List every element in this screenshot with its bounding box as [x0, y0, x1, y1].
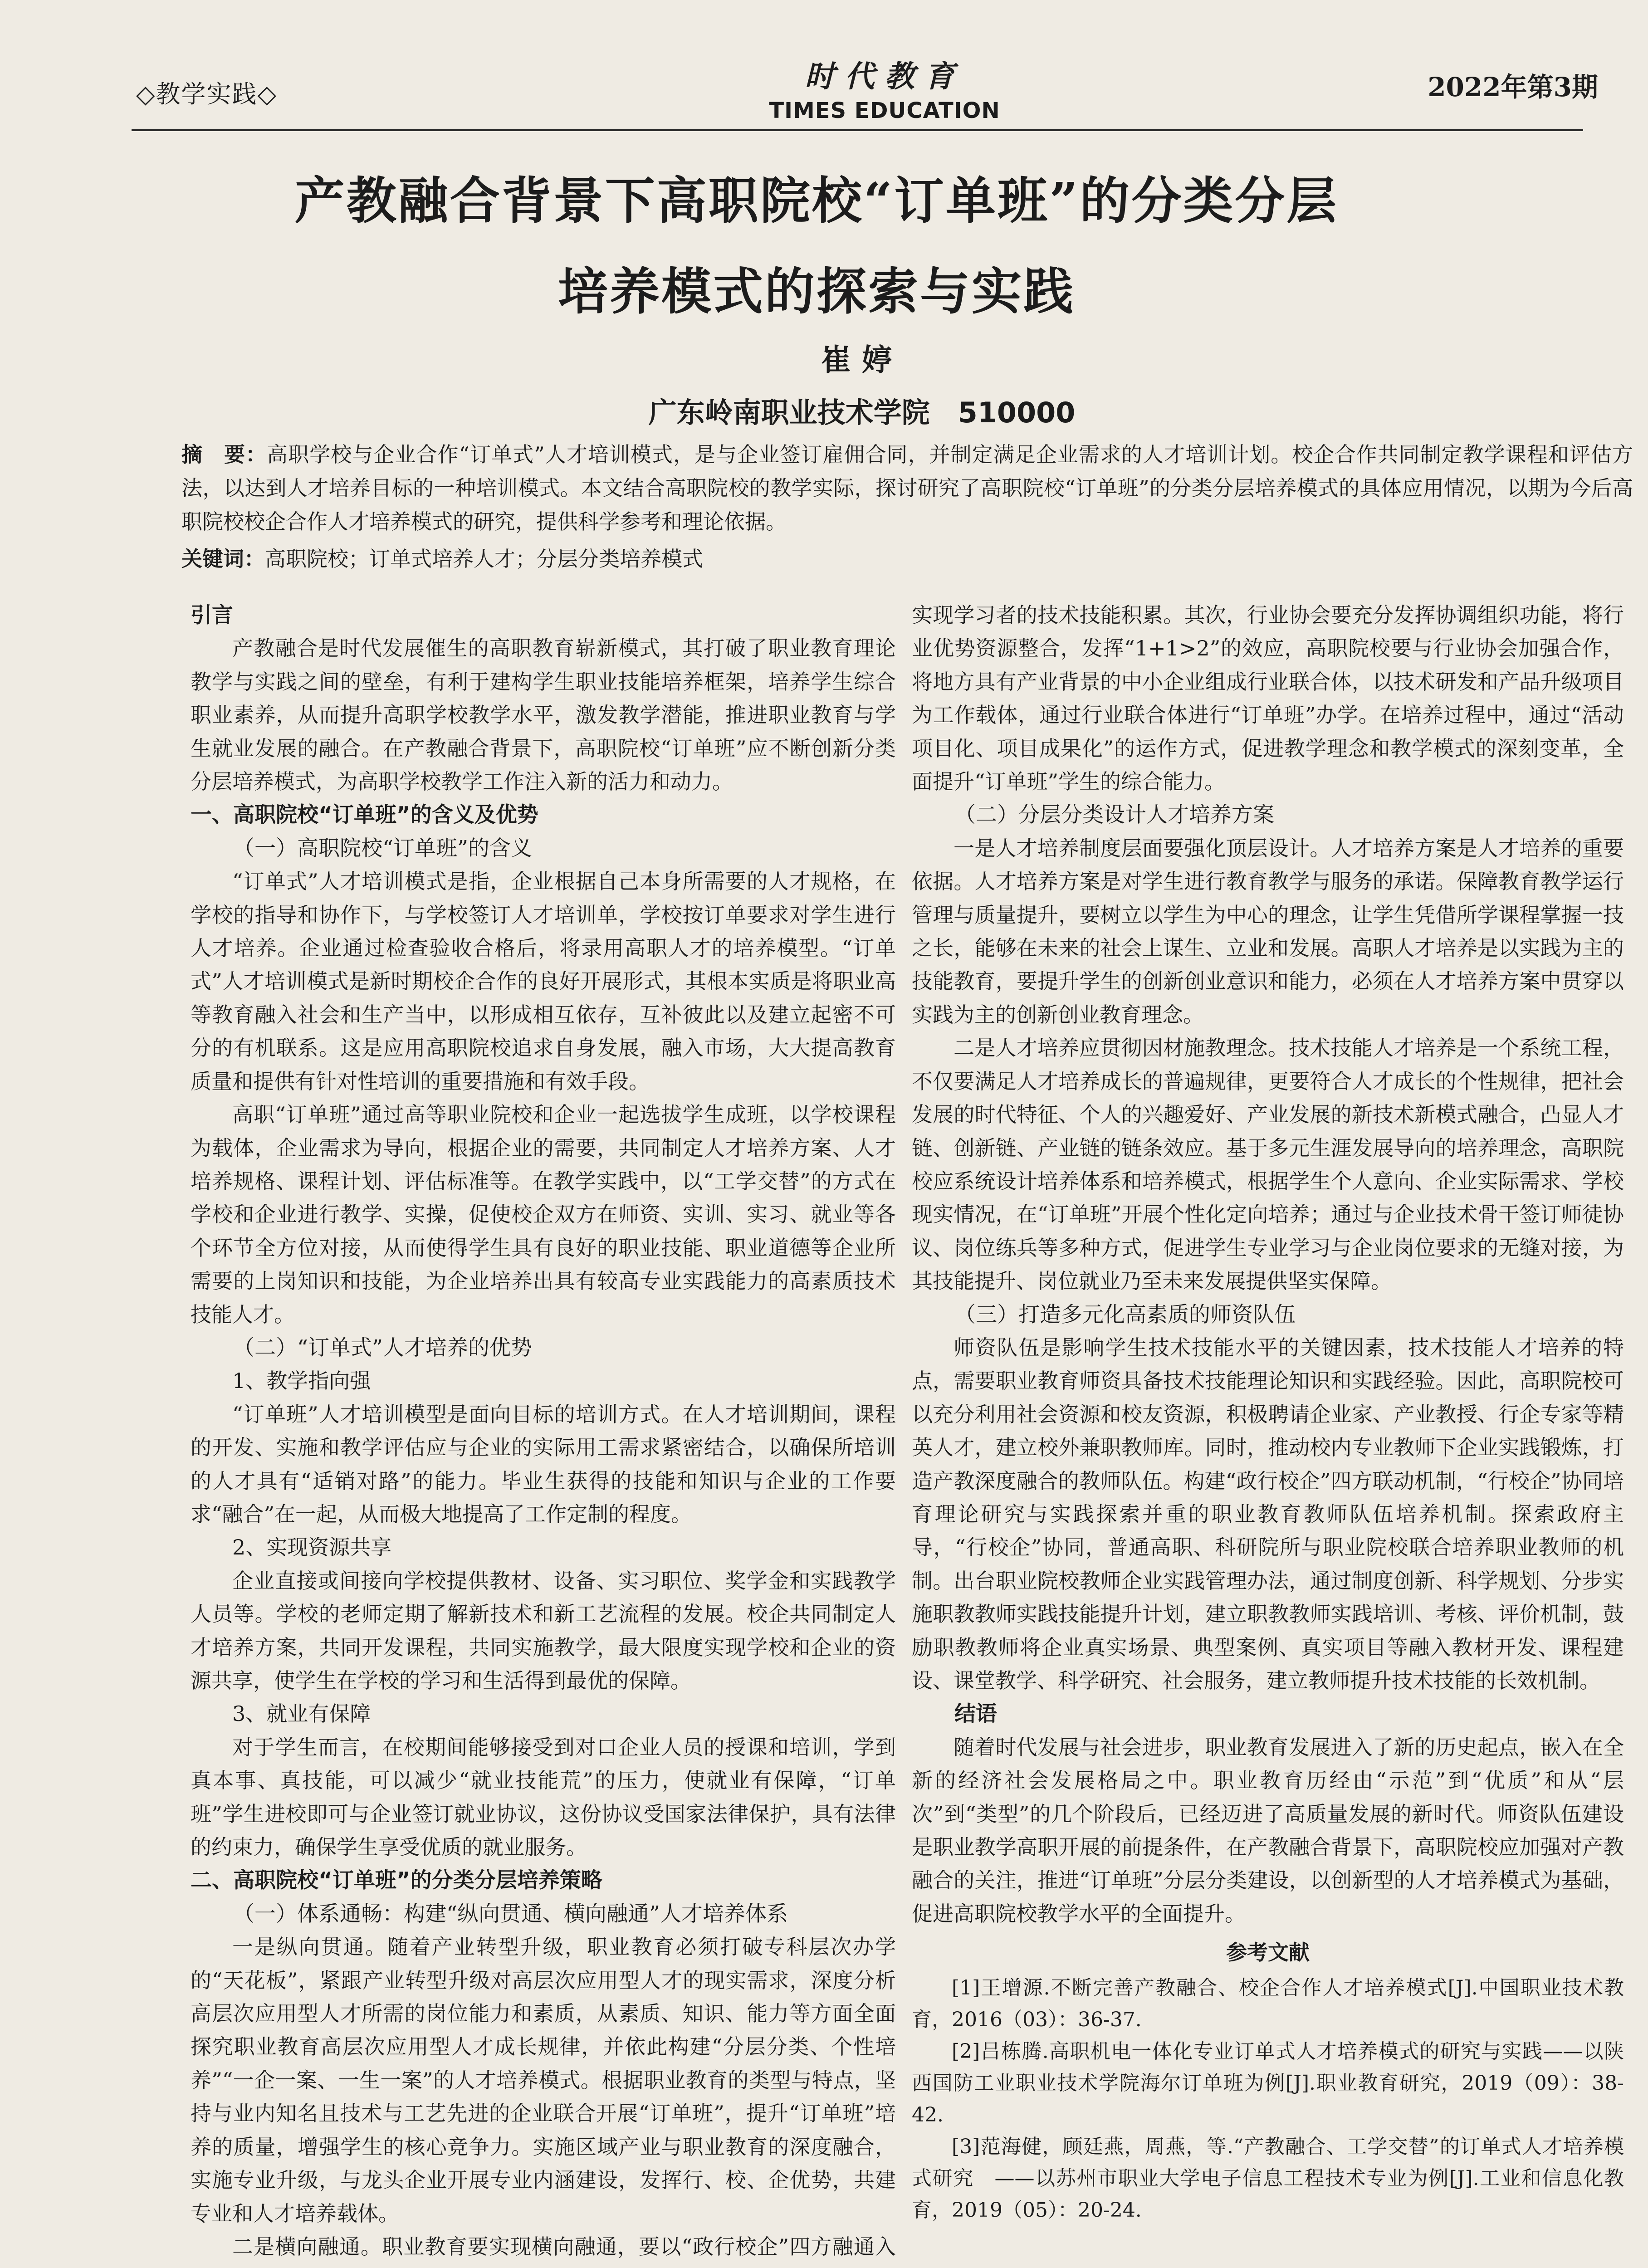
- subsection-heading: （一）体系通畅：构建“纵向贯通、横向融通”人才培养体系: [233, 1901, 788, 1926]
- author-name: 崔婷: [821, 342, 903, 377]
- right-column: [912, 599, 1624, 2226]
- paragraph: 一是纵向贯通。随着产业转型升级，职业教育必须打破专科层次办学的“天花板”，紧跟产业转型升级对高层次应用型人才的现实需求，深度分析高层次应用型人才所需的岗位能力和素质，从素质、知识、能力等方面全面探究职业教育高层次应用型人才成长规律，并依此构建“分层分类、个性培养”“一企一案、一生一案”的人才培养模式。根据职业教育的类型与特点，坚持与业内知名且技术与工艺先进的企业联合开展“订单班”，提升“订单班”培养的质量，增强学生的核心竞争力。实施区域产业与职业教育的深度融合，实施专业升级，与龙头企业开展专业内涵建设，发挥行、校、企优势，共建专业和人才培养载体。: [191, 1935, 896, 2226]
- item-heading: 2、实现资源共享: [232, 1535, 392, 1560]
- paragraph: 二是人才培养应贯彻因材施教理念。技术技能人才培养是一个系统工程，不仅要满足人才培养成长的普遍规律，更要符合人才成长的个性规律，把社会发展的时代特征、个人的兴趣爱好、产业发展的新技术新模式融合，凸显人才链、创新链、产业链的链条效应。基于多元生涯发展导向的培养理念，高职院校应系统设计培养体系和培养模式，根据学生个人意向、企业实际需求、学校现实情况，在“订单班”开展个性化定向培养；通过与企业技术骨干签订师徒协议、岗位练兵等多种方式，促进学生专业学习与企业岗位要求的无缝对接，为其技能提升、岗位就业乃至未来发展提供坚实保障。: [912, 1036, 1624, 1294]
- issue-label: 2022年第3期: [1428, 72, 1598, 103]
- journal-masthead: [726, 52, 1043, 123]
- article-title-line2: 培养模式的探索与实践: [558, 262, 1075, 321]
- item-heading: 1、教学指向强: [232, 1369, 371, 1393]
- paragraph: 高职“订单班”通过高等职业院校和企业一起选拔学生成班，以学校课程为载体，企业需求为导向，根据企业的需要，共同制定人才培养方案、人才培养规格、课程计划、评估标准等。在教学实践中，以“工学交替”的方式在学校和企业进行教学、实操，促使校企双方在师资、实训、实习、就业等各个环节全方位对接，从而使得学生具有良好的职业技能、职业道德等企业所需要的上岗知识和技能，为企业培养出具有较高专业实践能力的高素质技术技能人才。: [191, 1102, 896, 1327]
- left-column: [191, 599, 896, 2268]
- paragraph: 师资队伍是影响学生技术技能水平的关键因素，技术技能人才培养的特点，需要职业教育师资具备技术技能理论知识和实践经验。因此，高职院校可以充分利用社会资源和校友资源，积极聘请企业家、产业教授、行企专家等精英人才，建立校外兼职教师库。同时，推动校内专业教师下企业实践锻炼，打造产教深度融合的教师队伍。构建“政行校企”四方联动机制，“行校企”协同培育理论研究与实践探索并重的职业教育教师队伍培养机制。探索政府主导，“行校企”协同，普通高职、科研院所与职业院校联合培养职业教师的机制。出台职业院校教师企业实践管理办法，通过制度创新、科学规划、分步实施职教教师实践技能提升计划，建立职教教师实践培训、考核、评价机制，鼓励职教教师将企业真实场景、典型案例、真实项目等融入教材开发、课程建设、课堂教学、科学研究、社会服务，建立教师提升技术技能的长效机制。: [912, 1335, 1624, 1693]
- item-heading: 3、就业有保障: [232, 1701, 371, 1726]
- paragraph: 企业直接或间接向学校提供教材、设备、实习职位、奖学金和实践教学人员等。学校的老师定期了解新技术和新工艺流程的发展。校企共同制定人才培养方案，共同开发课程，共同实施教学，最大限度实现学校和企业的资源共享，使学生在学校的学习和生活得到最优的保障。: [191, 1568, 896, 1693]
- abstract-text: 高职学校与企业合作“订单式”人才培训模式，是与企业签订雇佣合同，并制定满足企业需求的人才培训计划。校企合作共同制定教学课程和评估方法，以达到人才培养目标的一种培训模式。本文结合高职院校的教学实际，探讨研究了高职院校“订单班”的分类分层培养模式的具体应用情况，以期为今后高职院校校企合作人才培养模式的研究，提供科学参考和理论依据。: [181, 442, 1633, 534]
- paragraph: “订单班”人才培训模型是面向目标的培训方式。在人才培训期间，课程的开发、实施和教学评估应与企业的实际用工需求紧密结合，以确保所培训的人才具有“适销对路”的能力。毕业生获得的技能和知识与企业的工作要求“融合”在一起，从而极大地提高了工作定制的程度。: [191, 1402, 896, 1526]
- reference-item: [3]范海健，顾廷燕，周燕，等.“产教融合、工学交替”的订单式人才培养模式研究 ——以苏州市职业大学电子信息工程技术专业为例[J].工业和信息化教育，2019（05）：20-24.: [912, 2135, 1624, 2222]
- references-heading: 参考文献: [1226, 1940, 1310, 1965]
- paragraph: 二是横向融通。职业教育要实现横向融通，要以“政行校企”四方融通入: [232, 2234, 896, 2259]
- section-heading: 一、高职院校“订单班”的含义及优势: [191, 802, 538, 828]
- section-label: ◇教学实践◇: [136, 80, 278, 108]
- conclusion-heading: 结语: [954, 1701, 997, 1727]
- reference-item: [2]吕栋腾.高职机电一体化专业订单式人才培养模式的研究与实践——以陕西国防工业职业技术学院海尔订单班为例[J].职业教育研究，2019（09）：38-42.: [912, 2039, 1624, 2126]
- intro-heading: 引言: [191, 603, 233, 628]
- abstract: [181, 438, 1633, 538]
- paragraph: 实现学习者的技术技能积累。其次，行业协会要充分发挥协调组织功能，将行业优势资源整合，发挥“1+1>2”的效应，高职院校要与行业协会加强合作，将地方具有产业背景的中小企业组成行业联合体，以技术研发和产品升级项目为工作载体，通过行业联合体进行“订单班”办学。在培养过程中，通过“活动项目化、项目成果化”的运作方式，促进教学理念和教学模式的深刻变革，全面提升“订单班”学生的综合能力。: [912, 603, 1624, 794]
- author-affiliation: 广东岭南职业技术学院 510000: [648, 396, 1076, 429]
- keywords: [181, 542, 1633, 576]
- section-heading: 二、高职院校“订单班”的分类分层培养策略: [191, 1868, 602, 1893]
- paragraph: 一是人才培养制度层面要强化顶层设计。人才培养方案是人才培养的重要依据。人才培养方案是对学生进行教育教学与服务的承诺。保障教育教学运行管理与质量提升，要树立以学生为中心的理念，让学生凭借所学课程掌握一技之长，能够在未来的社会上谋生、立业和发展。高职人才培养是以实践为主的技能教育，要提升学生的创新创业意识和能力，必须在人才培养方案中贯穿以实践为主的创新创业教育理念。: [912, 836, 1624, 1027]
- keywords-label: 关键词：: [181, 547, 265, 571]
- subsection-heading: （二）“订单式”人才培养的优势: [233, 1335, 533, 1360]
- subsection-heading: （三）打造多元化高素质的师资队伍: [954, 1302, 1296, 1327]
- subsection-heading: （一）高职院校“订单班”的含义: [233, 836, 533, 861]
- keywords-text: 高职院校；订单式培养人才；分层分类培养模式: [265, 547, 703, 571]
- journal-name-cn: 时代教育: [805, 59, 964, 94]
- header-divider: [132, 129, 1583, 131]
- abstract-label: 摘 要：: [181, 442, 267, 467]
- paragraph: 随着时代发展与社会进步，职业教育发展进入了新的历史起点，嵌入在全新的经济社会发展格局之中。职业教育历经由“示范”到“优质”和从“层次”到“类型”的几个阶段后，已经迈进了高质量发展的新时代。师资队伍建设是职业教学高职开展的前提条件，在产教融合背景下，高职院校应加强对产教融合的关注，推进“订单班”分层分类建设，以创新型的人才培养模式为基础，促进高职院校教学水平的全面提升。: [912, 1735, 1624, 1926]
- subsection-heading: （二）分层分类设计人才培养方案: [954, 802, 1274, 828]
- paragraph: 对于学生而言，在校期间能够接受到对口企业人员的授课和培训，学到真本事、真技能，可以减少“就业技能荒”的压力，使就业有保障，“订单班”学生进校即可与企业签订就业协议，这份协议受国家法律保护，具有法律的约束力，确保学生享受优质的就业服务。: [191, 1735, 896, 1860]
- paragraph: “订单式”人才培训模式是指，企业根据自己本身所需要的人才规格，在学校的指导和协作下，与学校签订人才培训单，学校按订单要求对学生进行人才培养。企业通过检查验收合格后，将录用高职人才的培养模型。“订单式”人才培训模式是新时期校企合作的良好开展形式，其根本实质是将职业高等教育融入社会和生产当中，以形成相互依存，互补彼此以及建立起密不可分的有机联系。这是应用高职院校追求自身发展，融入市场，大大提高教育质量和提供有针对性培训的重要措施和有效手段。: [191, 869, 896, 1094]
- reference-item: [1]王增源.不断完善产教融合、校企合作人才培养模式[J].中国职业技术教育，2016（03）：36-37.: [912, 1976, 1624, 2031]
- journal-name-en: TIMES EDUCATION: [769, 98, 1000, 123]
- paragraph: 产教融合是时代发展催生的高职教育崭新模式，其打破了职业教育理论教学与实践之间的壁垒，有利于建构学生职业技能培养框架，培养学生综合职业素养，从而提升高职学校教学水平，激发教学潜能，推进职业教育与学生就业发展的融合。在产教融合背景下，高职院校“订单班”应不断创新分类分层培养模式，为高职学校教学工作注入新的活力和动力。: [191, 636, 896, 794]
- article-title-line1: 产教融合背景下高职院校“订单班”的分类分层: [294, 171, 1339, 230]
